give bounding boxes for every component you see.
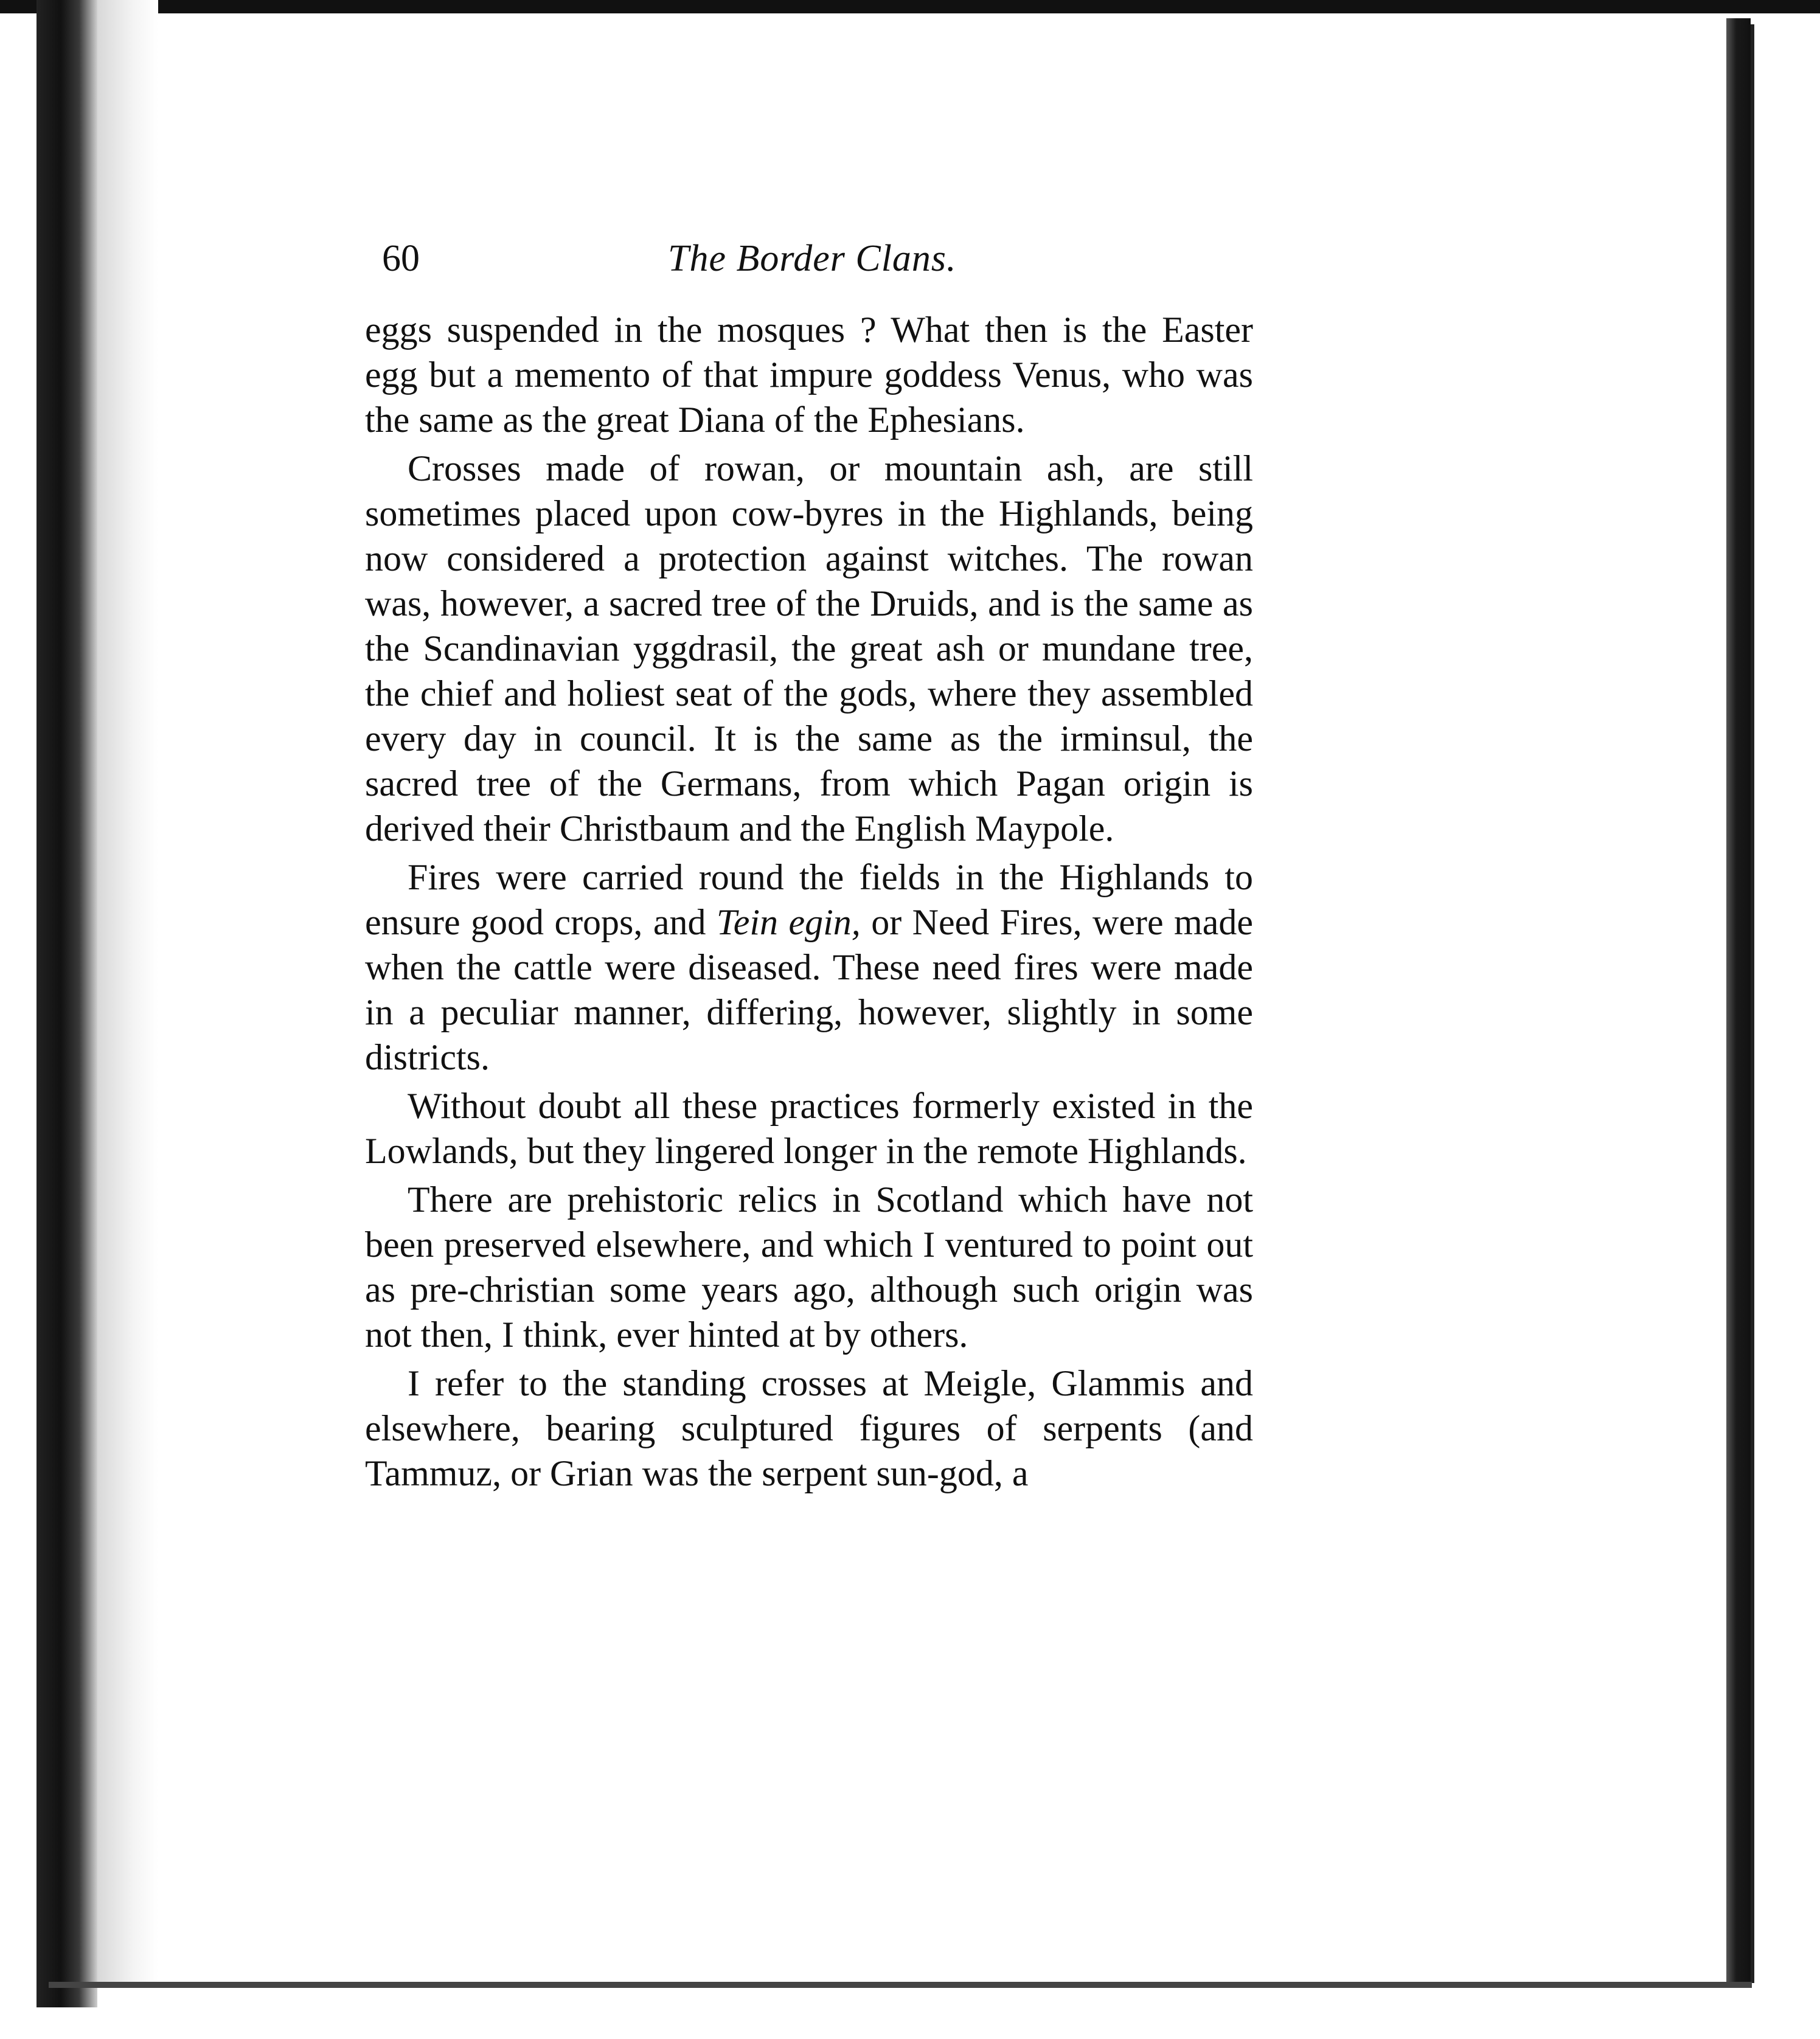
paragraph: I refer to the standing crosses at Meigle, Glammis and elsewhere, bearing sculptured figures of serpents (and Tammuz, or Grian was the serpent sun-god, a bbox=[365, 1363, 1253, 1493]
running-title: The Border Clans. bbox=[668, 238, 957, 279]
page-gutter-shadow bbox=[97, 0, 158, 1983]
book-edge-right bbox=[1726, 18, 1751, 1983]
page-number: 60 bbox=[382, 238, 420, 279]
paragraph-text: or Need Fires, were made when the cattle were diseased. These need fires were made in a peculiar manner, differing, however, slightly in some districts. bbox=[365, 902, 1253, 1077]
facing-page-sliver bbox=[1751, 24, 1820, 1983]
paragraph bbox=[365, 855, 1253, 1080]
paragraph-text: Fires were carried round the fields in the Highlands to ensure good crops, and bbox=[365, 857, 1253, 942]
paragraph: Crosses made of rowan, or mountain ash, are still sometimes placed upon cow-byres in the Highlands, being now considered a protection against witches. The rowan was, however, a sacred tree of the Druids, and is the same as the Scandinavian yggdrasil, the great ash or mundane tree, the chief and holiest seat of the gods, where they assembled every day in council. It is the same as the irminsul, the sacred tree of the Germans, from which Pagan origin is derived their Christbaum and the English Maypole. bbox=[365, 448, 1253, 849]
paragraph: eggs suspended in the mosques ? What then is the Easter egg but a memento of that impure goddess Venus, who was the same as the great Diana of the Ephesians. bbox=[365, 310, 1253, 440]
paragraph: There are prehistoric relics in Scotland which have not been preserved elsewhere, and which I ventured to point out as pre-christian some years ago, although such origin was not then, I think, ever hinted at by others. bbox=[365, 1179, 1253, 1355]
book-binding-left bbox=[36, 0, 97, 2007]
scan-bottom-edge bbox=[49, 1982, 1752, 1988]
body-text bbox=[365, 307, 1253, 1499]
page-header bbox=[382, 225, 1197, 298]
scan-top-edge bbox=[0, 0, 1820, 13]
paragraph: Without doubt all these practices formerly existed in the Lowlands, but they lingered longer in the remote Highlands. bbox=[365, 1086, 1253, 1171]
italic-term: Tein egin, bbox=[716, 902, 861, 942]
